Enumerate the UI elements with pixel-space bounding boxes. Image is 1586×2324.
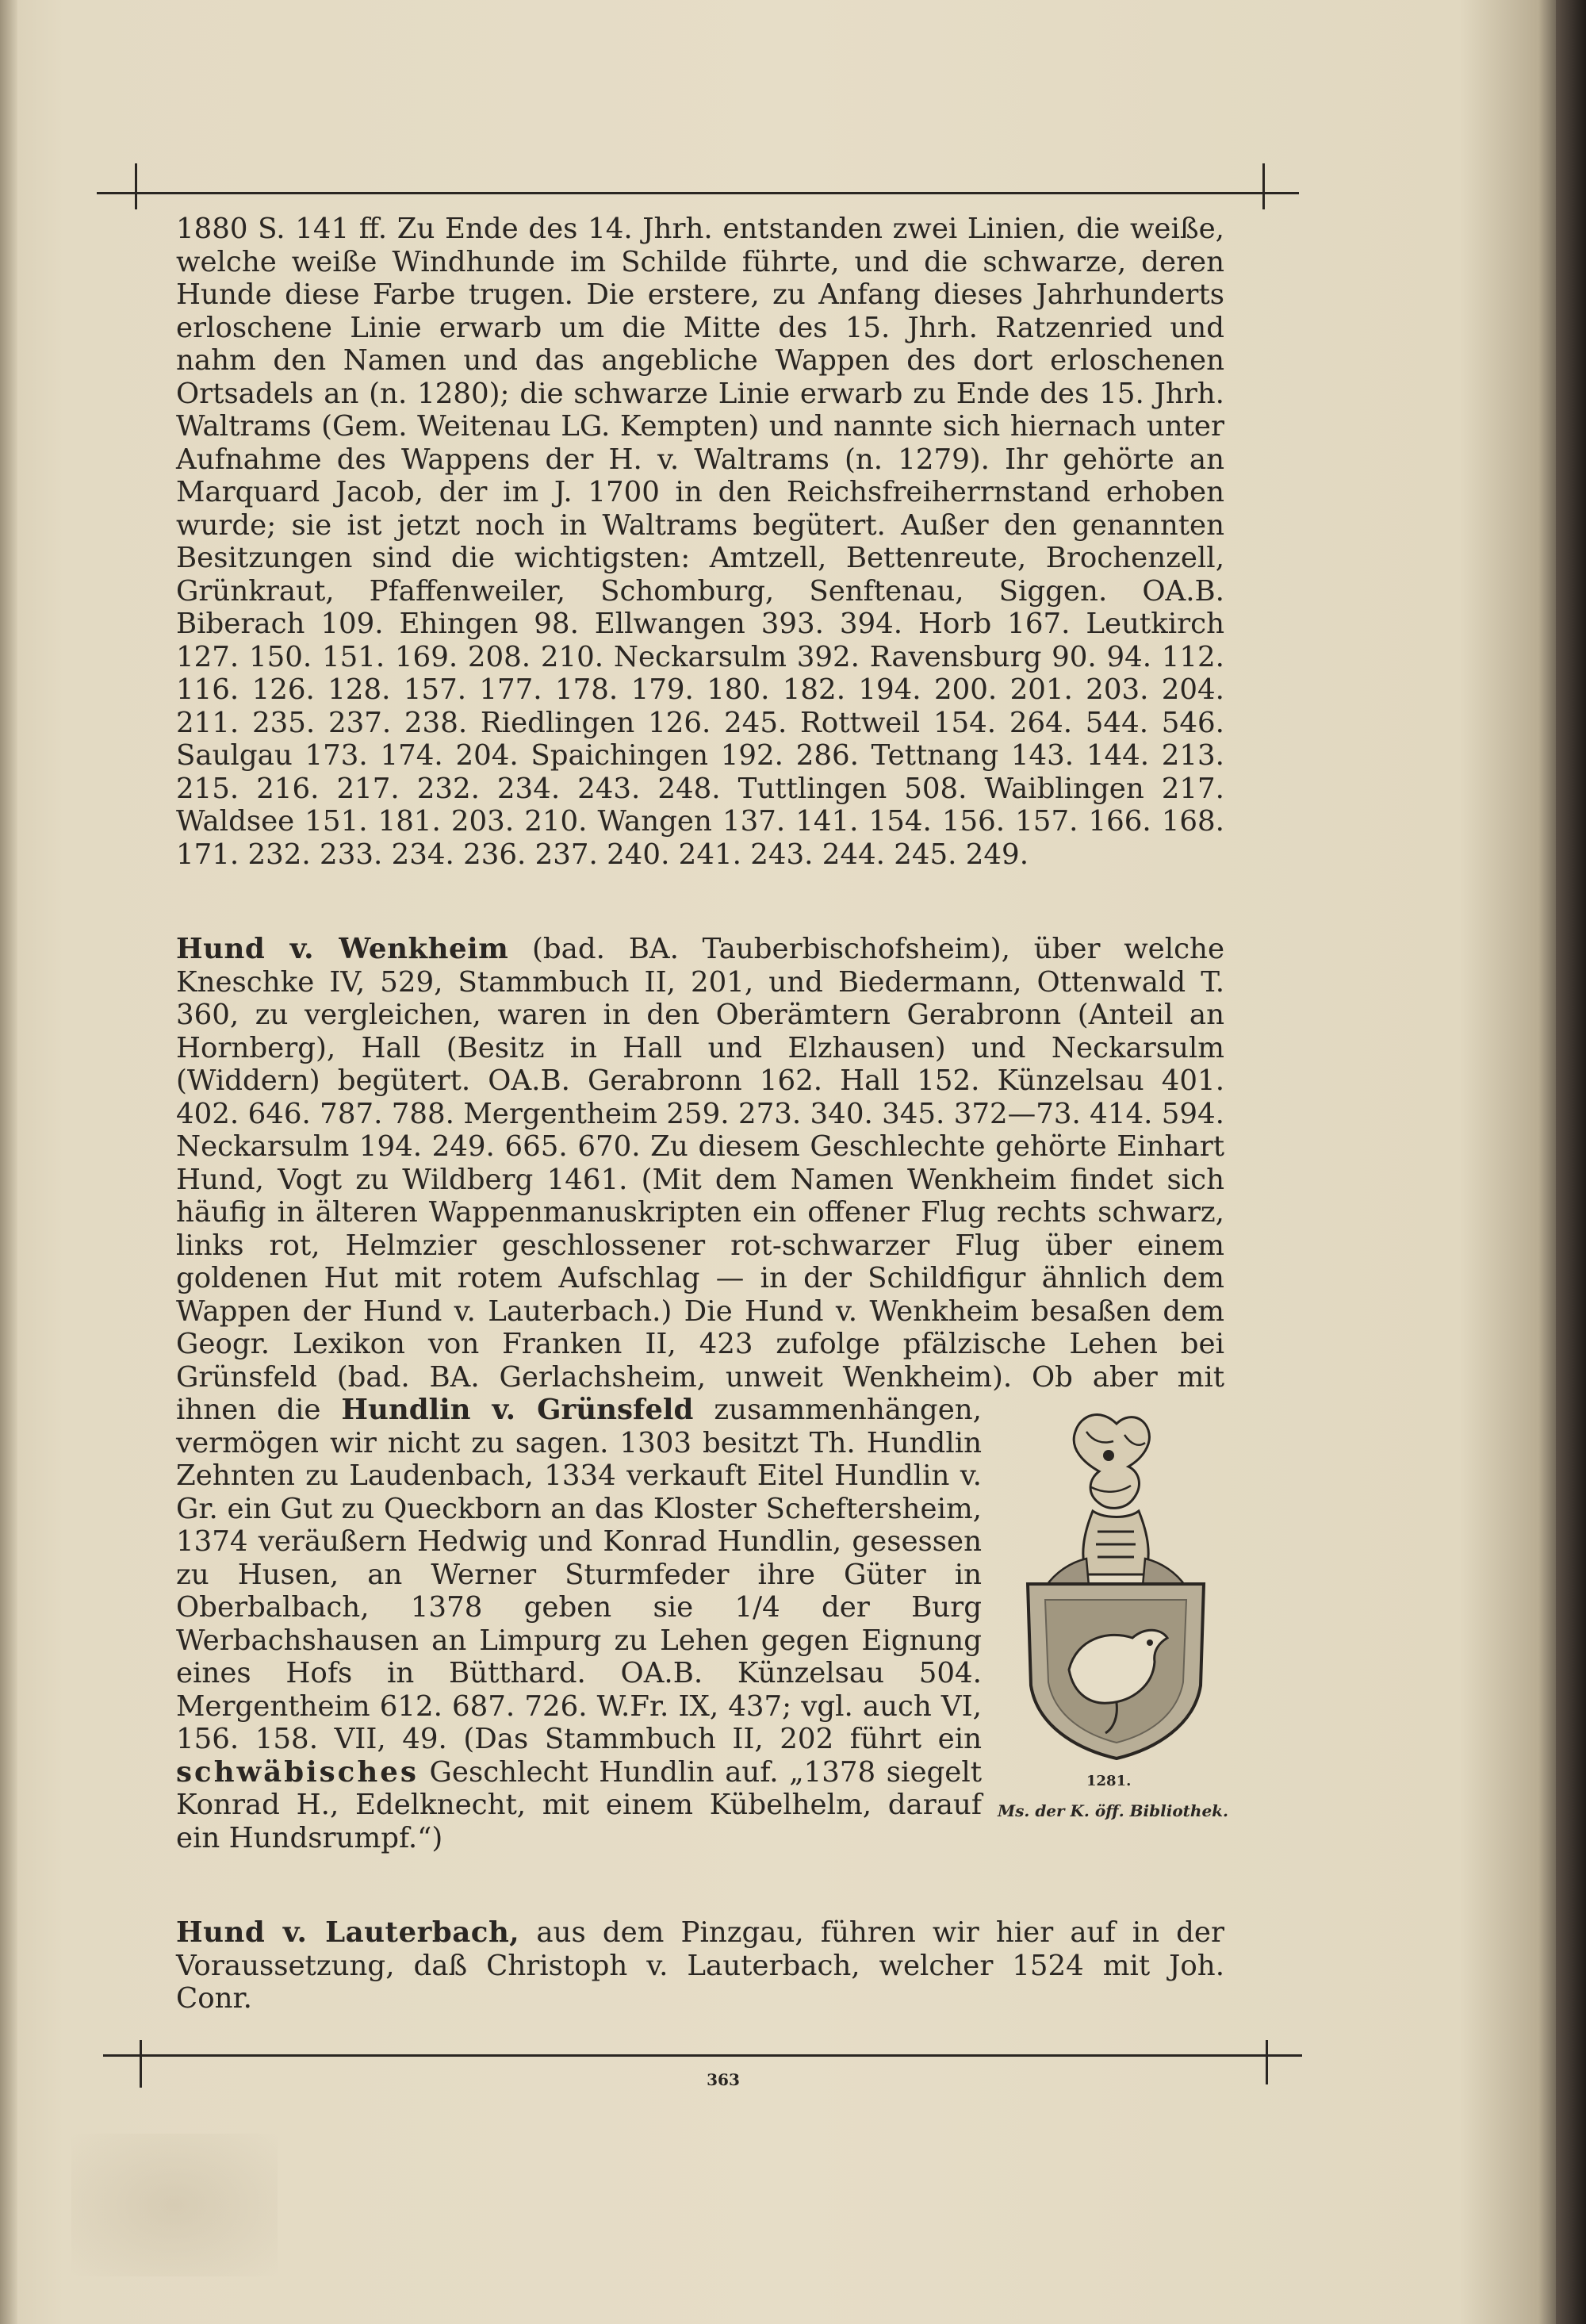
paper-stain xyxy=(71,2134,278,2276)
entry-name-hundlin: Hundlin v. Grünsfeld xyxy=(341,1394,694,1426)
entry-text-wenkheim-a: (bad. BA. Tauberbischofsheim), über welche Kneschke IV, 529, Stammbuch II, 201, und Biedermann, Ottenwald T. 360, zu vergleichen, waren in den Oberämtern Gerabronn (Anteil an Hornberg), Hall (Besitz in Hall und Elzhausen) und Neckarsulm (Widdern) begütert. OA.B. Gerabronn 162. Hall 152. Künzelsau 401. 402. 646. 787. 788. Mergentheim 259. 273. 340. 345. 372—73. 414. 594. Neckarsulm 194. 249. 665. 670. Zu diesem Geschlechte gehörte Einhart Hund, Vogt zu Wildberg 1461. (Mit dem Namen Wenkheim findet sich häufig in älteren Wappenmanuskripten ein offener Flug rechts schwarz, links rot, Helmzier geschlossener rot-schwarzer Flug über einem goldenen Hut mit rotem Aufschlag — in der Schildfigur ähnlich dem Wappen der Hund v. Lauterbach.) Die Hund v. Wenkheim besaßen dem Geogr. Lexikon von Franken II, 423 zufolge pfälzische Lehen bei Grünsfeld (bad. BA. Gerlachsheim, unweit Wenkheim). Ob aber mit ihnen die xyxy=(176,933,1224,1426)
entry-text-wenkheim-b: zusammenhängen, vermögen wir nicht zu sagen. 1303 besitzt Th. Hundlin Zehnten zu Laudenbach, 1334 verkauft Eitel Hundlin v. Gr. ein Gut zu Queckborn an das Kloster Scheftersheim, 1374 veräußern Hedwig und Konrad Hundlin, gesessen zu Husen, an Werner Sturmfeder ihre Güter in Oberbalbach, 1378 geben sie 1/4 der Burg Werbachshausen an Limpurg zu Lehen gegen Eignung eines Hofs in Bütthard. OA.B. Künzelsau 504. Mergentheim 612. 687. 726. W.Fr. IX, 437; vgl. auch VI, 156. 158. VII, 49. (Das Stammbuch II, 202 führt ein xyxy=(176,1394,982,1755)
entry-heading-lauterbach: Hund v. Lauterbach, xyxy=(176,1916,520,1949)
coat-of-arms-figure xyxy=(998,1400,1234,1820)
page-left-edge xyxy=(0,0,17,2324)
figure-caption: Ms. der K. öff. Bibliothek. xyxy=(998,1801,1228,1820)
figure-number: 1281. xyxy=(1086,1773,1132,1789)
top-right-tick xyxy=(1262,163,1265,209)
top-rule xyxy=(97,192,1299,194)
entry-text-lauterbach: aus dem Pinzgau, führen wir hier auf in der Voraussetzung, daß Christoph v. Lauterbach, welcher 1524 mit Joh. Conr. xyxy=(176,1916,1224,2015)
paragraph-continuation: 1880 S. 141 ff. Zu Ende des 14. Jhrh. entstanden zwei Linien, die weiße, welche weiße Windhunde im Schilde führte, und die schwarze, deren Hunde diese Farbe trugen. Die erstere, zu Anfang dieses Jahrhunderts erloschene Linie erwarb um die Mitte des 15. Jhrh. Ratzenried und nahm den Namen und das angebliche Wappen des dort erloschenen Ortsadels an (n. 1280); die schwarze Linie erwarb zu Ende des 15. Jhrh. Waltrams (Gem. Weitenau LG. Kempten) und nannte sich hiernach unter Aufnahme des Wappens der H. v. Waltrams (n. 1279). Ihr gehörte an Marquard Jacob, der im J. 1700 in den Reichsfreiherrnstand erhoben wurde; sie ist jetzt noch in Waltrams begütert. Außer den genannten Besitzungen sind die wichtigsten: Amtzell, Bettenreute, Brochenzell, Grünkraut, Pfaffenweiler, Schomburg, Senftenau, Siggen. OA.B. Biberach 109. Ehingen 98. Ellwangen 393. 394. Horb 167. Leutkirch 127. 150. 151. 169. 208. 210. Neckarsulm 392. Ravensburg 90. 94. 112. 116. 126. 128. 157. 177. 178. 179. 180. 182. 194. 200. 201. 203. 204. 211. 235. 237. 238. Riedlingen 126. 245. Rottweil 154. 264. 544. 546. Saulgau 173. 174. 204. Spaichingen 192. 286. Tettnang 143. 144. 213. 215. 216. 217. 232. 234. 243. 248. Tuttlingen 508. Waiblingen 217. Waldsee 151. 181. 203. 210. Wangen 137. 141. 154. 156. 157. 166. 168. 171. 232. 233. 234. 236. 237. 240. 241. 243. 244. 245. 249. xyxy=(176,213,1224,871)
coat-of-arms-illustration xyxy=(998,1400,1234,1765)
hound-eye xyxy=(1147,1639,1153,1646)
paragraph-gap xyxy=(176,871,1224,933)
crest-flight xyxy=(1074,1415,1149,1509)
page-body-text xyxy=(176,213,1228,2015)
page-number: 363 xyxy=(707,2070,740,2089)
paragraph-hund-v-lauterbach xyxy=(176,1916,1224,2015)
crest-ornament xyxy=(1103,1450,1114,1461)
paragraph-hund-v-wenkheim xyxy=(176,933,1228,1854)
helmet xyxy=(1083,1511,1148,1574)
book-spine xyxy=(1556,0,1586,2324)
entry-heading-wenkheim: Hund v. Wenkheim xyxy=(176,933,509,965)
entry-word-schwaebisches: schwäbisches xyxy=(176,1755,419,1789)
bottom-rule xyxy=(103,2054,1302,2057)
paragraph-gap xyxy=(176,1854,1224,1916)
bottom-left-tick xyxy=(140,2040,142,2088)
top-left-tick xyxy=(135,163,137,209)
bottom-right-tick xyxy=(1266,2040,1268,2084)
entry-text-wenkheim-c: Geschlecht Hundlin auf. „1378 siegelt Konrad H., Edelknecht, mit einem Kübelhelm, darauf ein Hundsrumpf.“) xyxy=(176,1755,982,1854)
